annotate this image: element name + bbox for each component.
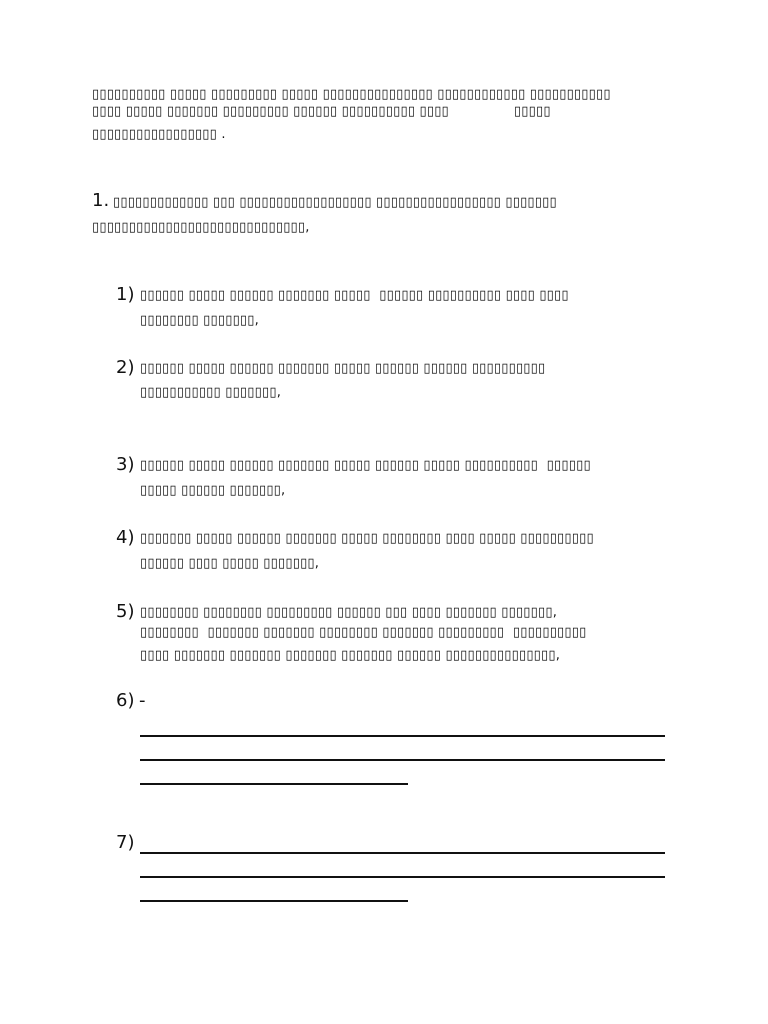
blank-answer-line[interactable]: [140, 876, 665, 878]
item-5-line-1: ▯▯▯▯▯▯▯▯ ▯▯▯▯▯▯▯▯ ▯▯▯▯▯▯▯▯▯ ▯▯▯▯▯▯ ▯▯▯ ▯▯▯▯ ▯▯▯▯▯▯▯ ▯▯▯▯▯▯▯,: [140, 605, 558, 620]
section-line-1: ▯▯▯▯▯▯▯▯▯▯▯▯▯ ▯▯▯ ▯▯▯▯▯▯▯▯▯▯▯▯▯▯▯▯▯▯ ▯▯▯▯▯▯▯▯▯▯▯▯▯▯▯▯▯ ▯▯▯▯▯▯▯: [113, 195, 557, 210]
item-4-line-2: ▯▯▯▯▯▯ ▯▯▯▯ ▯▯▯▯▯ ▯▯▯▯▯▯▯,: [140, 556, 320, 571]
blank-answer-line[interactable]: [140, 783, 408, 785]
item-5-line-3: ▯▯▯▯ ▯▯▯▯▯▯▯ ▯▯▯▯▯▯▯ ▯▯▯▯▯▯▯ ▯▯▯▯▯▯▯ ▯▯▯▯▯▯ ▯▯▯▯▯▯▯▯▯▯▯▯▯▯▯,: [140, 648, 561, 663]
blank-answer-line[interactable]: [140, 852, 665, 854]
item-number: 4): [116, 527, 135, 548]
intro-line-2: ▯▯▯▯ ▯▯▯▯▯ ▯▯▯▯▯▯▯ ▯▯▯▯▯▯▯▯▯ ▯▯▯▯▯▯ ▯▯▯▯▯▯▯▯▯▯ ▯▯▯▯ ▯▯▯▯▯: [92, 104, 551, 119]
item-dash: -: [139, 690, 146, 711]
item-number: 3): [116, 454, 135, 475]
item-number: 2): [116, 357, 135, 378]
item-3-line-2: ▯▯▯▯▯ ▯▯▯▯▯▯ ▯▯▯▯▯▯▯,: [140, 483, 286, 498]
blank-answer-line[interactable]: [140, 900, 408, 902]
item-1-line-2: ▯▯▯▯▯▯▯▯ ▯▯▯▯▯▯▯,: [140, 313, 259, 328]
item-5-line-2: ▯▯▯▯▯▯▯▯ ▯▯▯▯▯▯▯ ▯▯▯▯▯▯▯ ▯▯▯▯▯▯▯▯ ▯▯▯▯▯▯▯ ▯▯▯▯▯▯▯▯▯ ▯▯▯▯▯▯▯▯▯▯: [140, 625, 587, 640]
section-line-2: ▯▯▯▯▯▯▯▯▯▯▯▯▯▯▯▯▯▯▯▯▯▯▯▯▯▯▯▯▯,: [92, 220, 310, 235]
item-number: 1): [116, 284, 135, 305]
item-2-line-2: ▯▯▯▯▯▯▯▯▯▯▯ ▯▯▯▯▯▯▯,: [140, 385, 282, 400]
blank-answer-line[interactable]: [140, 735, 665, 737]
blank-answer-line[interactable]: [140, 759, 665, 761]
item-number: 6): [116, 690, 135, 711]
item-number: 5): [116, 601, 135, 622]
intro-line-1: ▯▯▯▯▯▯▯▯▯▯ ▯▯▯▯▯ ▯▯▯▯▯▯▯▯▯ ▯▯▯▯▯ ▯▯▯▯▯▯▯▯▯▯▯▯▯▯▯ ▯▯▯▯▯▯▯▯▯▯▯▯ ▯▯▯▯▯▯▯▯▯▯▯: [92, 87, 611, 102]
item-3-line-1: ▯▯▯▯▯▯ ▯▯▯▯▯ ▯▯▯▯▯▯ ▯▯▯▯▯▯▯ ▯▯▯▯▯ ▯▯▯▯▯▯ ▯▯▯▯▯ ▯▯▯▯▯▯▯▯▯▯ ▯▯▯▯▯▯: [140, 458, 591, 473]
item-4-line-1: ▯▯▯▯▯▯▯ ▯▯▯▯▯ ▯▯▯▯▯▯ ▯▯▯▯▯▯▯ ▯▯▯▯▯ ▯▯▯▯▯▯▯▯ ▯▯▯▯ ▯▯▯▯▯ ▯▯▯▯▯▯▯▯▯▯: [140, 531, 594, 546]
section-number: 1.: [92, 190, 110, 211]
item-number: 7): [116, 832, 135, 853]
item-1-line-1: ▯▯▯▯▯▯ ▯▯▯▯▯ ▯▯▯▯▯▯ ▯▯▯▯▯▯▯ ▯▯▯▯▯ ▯▯▯▯▯▯ ▯▯▯▯▯▯▯▯▯▯ ▯▯▯▯ ▯▯▯▯: [140, 288, 569, 303]
intro-line-3: ▯▯▯▯▯▯▯▯▯▯▯▯▯▯▯▯▯ .: [92, 127, 226, 142]
item-2-line-1: ▯▯▯▯▯▯ ▯▯▯▯▯ ▯▯▯▯▯▯ ▯▯▯▯▯▯▯ ▯▯▯▯▯ ▯▯▯▯▯▯ ▯▯▯▯▯▯ ▯▯▯▯▯▯▯▯▯▯: [140, 361, 546, 376]
